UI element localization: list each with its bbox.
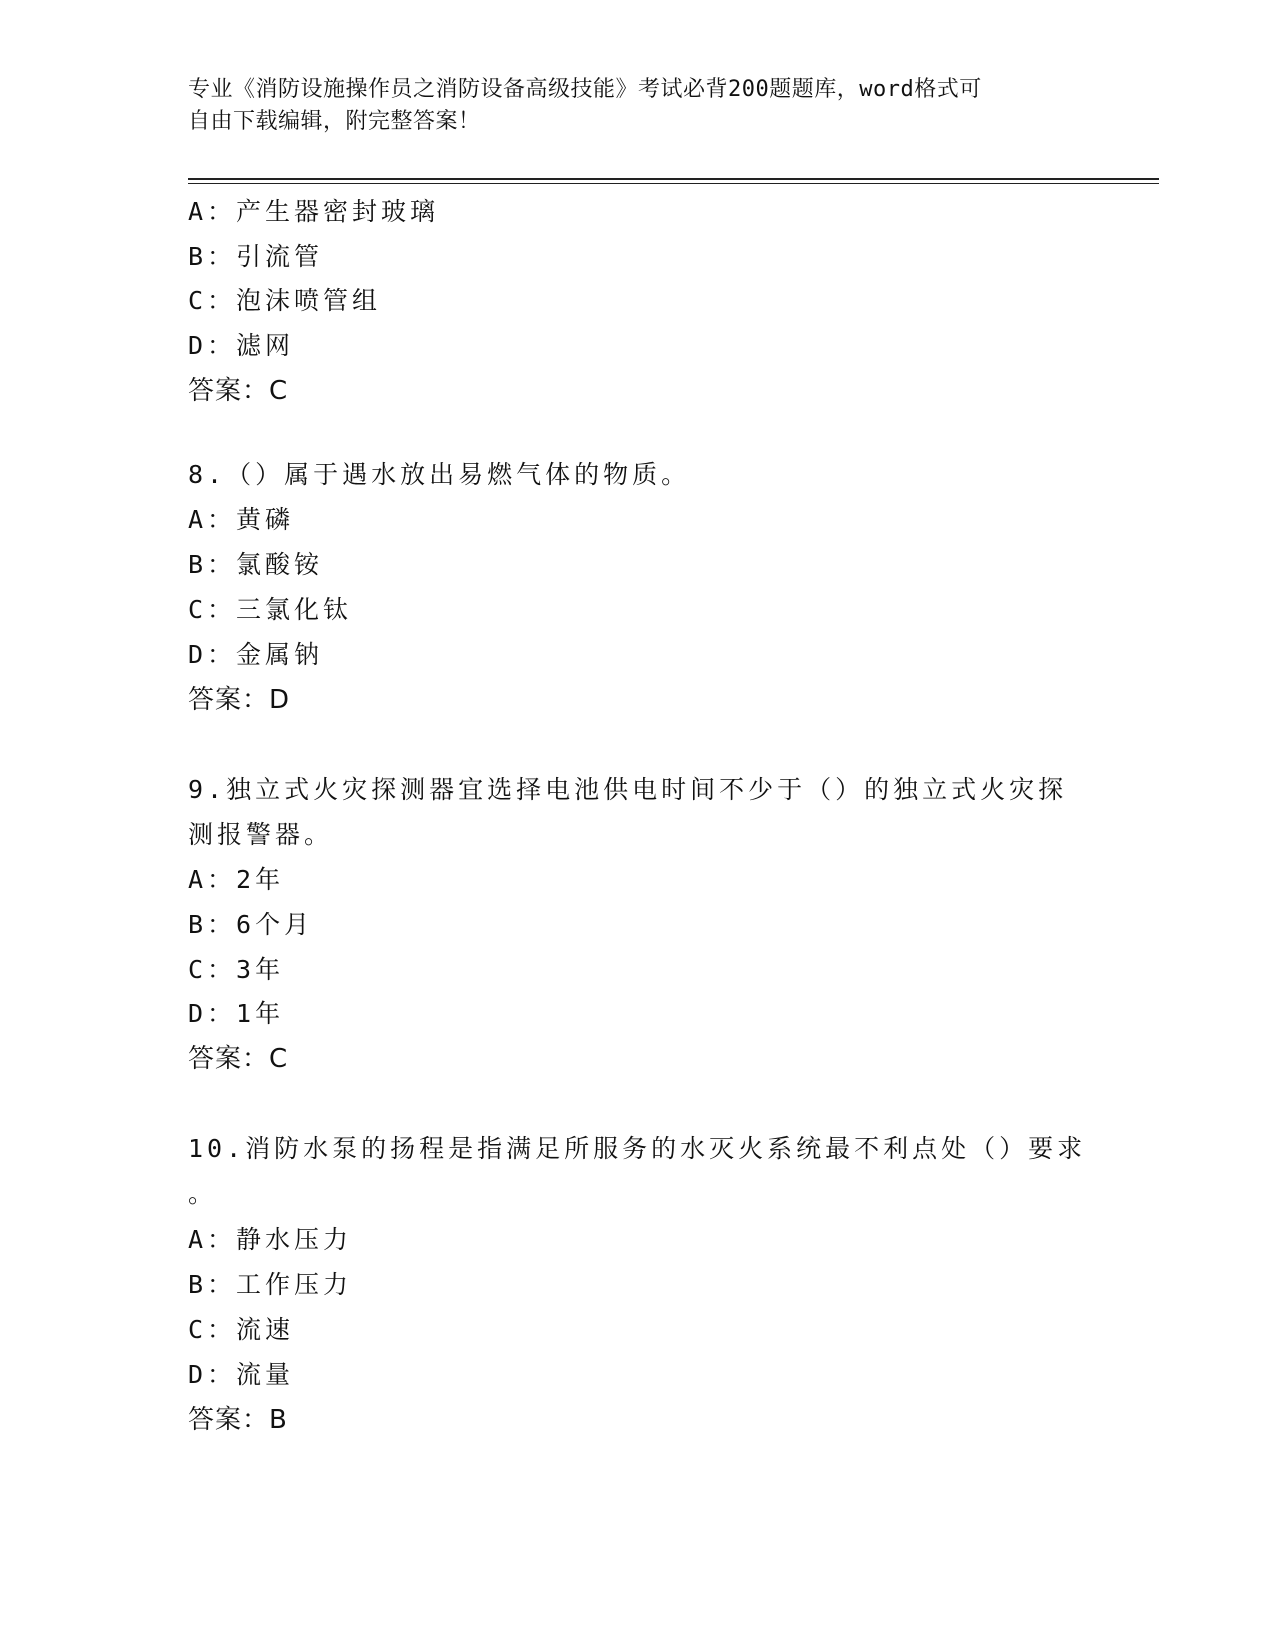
header-divider-thick xyxy=(188,178,1159,180)
q8-answer: 答案：D xyxy=(188,685,291,715)
q9-option-d: D：1年 xyxy=(188,999,285,1028)
q8-stem: 8.（）属于遇水放出易燃气体的物质。 xyxy=(188,460,691,489)
header-line-1: 专业《消防设施操作员之消防设备高级技能》考试必背200题题库，word格式可 xyxy=(188,77,982,102)
q10-option-d: D：流量 xyxy=(188,1360,295,1389)
q10-stem-line-2: 。 xyxy=(188,1179,218,1208)
q9-stem-line-2: 测报警器。 xyxy=(188,820,334,849)
q9-option-c: C：3年 xyxy=(188,955,285,984)
header-divider-thin xyxy=(188,183,1159,184)
q7-option-a: A：产生器密封玻璃 xyxy=(188,197,440,226)
header-line-2: 自由下载编辑，附完整答案！ xyxy=(188,109,481,134)
q10-stem-line-1: 10.消防水泵的扬程是指满足所服务的水灭火系统最不利点处（）要求 xyxy=(188,1134,1087,1163)
q10-option-a: A：静水压力 xyxy=(188,1225,353,1254)
q7-option-c: C：泡沫喷管组 xyxy=(188,286,382,315)
q8-option-d: D：金属钠 xyxy=(188,640,324,669)
q9-stem-line-1: 9.独立式火灾探测器宜选择电池供电时间不少于（）的独立式火灾探 xyxy=(188,775,1068,804)
q9-option-b: B：6个月 xyxy=(188,910,314,939)
q10-option-c: C：流速 xyxy=(188,1315,295,1344)
q9-option-a: A：2年 xyxy=(188,865,285,894)
document-header xyxy=(188,74,1068,138)
q9-answer: 答案：C xyxy=(188,1044,289,1074)
q8-option-b: B：氯酸铵 xyxy=(188,550,324,579)
q7-answer: 答案：C xyxy=(188,376,289,406)
q10-answer: 答案：B xyxy=(188,1405,288,1435)
q7-option-d: D：滤网 xyxy=(188,331,295,360)
q10-option-b: B：工作压力 xyxy=(188,1270,353,1299)
q8-option-a: A：黄磷 xyxy=(188,505,295,534)
q8-option-c: C：三氯化钛 xyxy=(188,595,353,624)
q7-option-b: B：引流管 xyxy=(188,242,324,271)
